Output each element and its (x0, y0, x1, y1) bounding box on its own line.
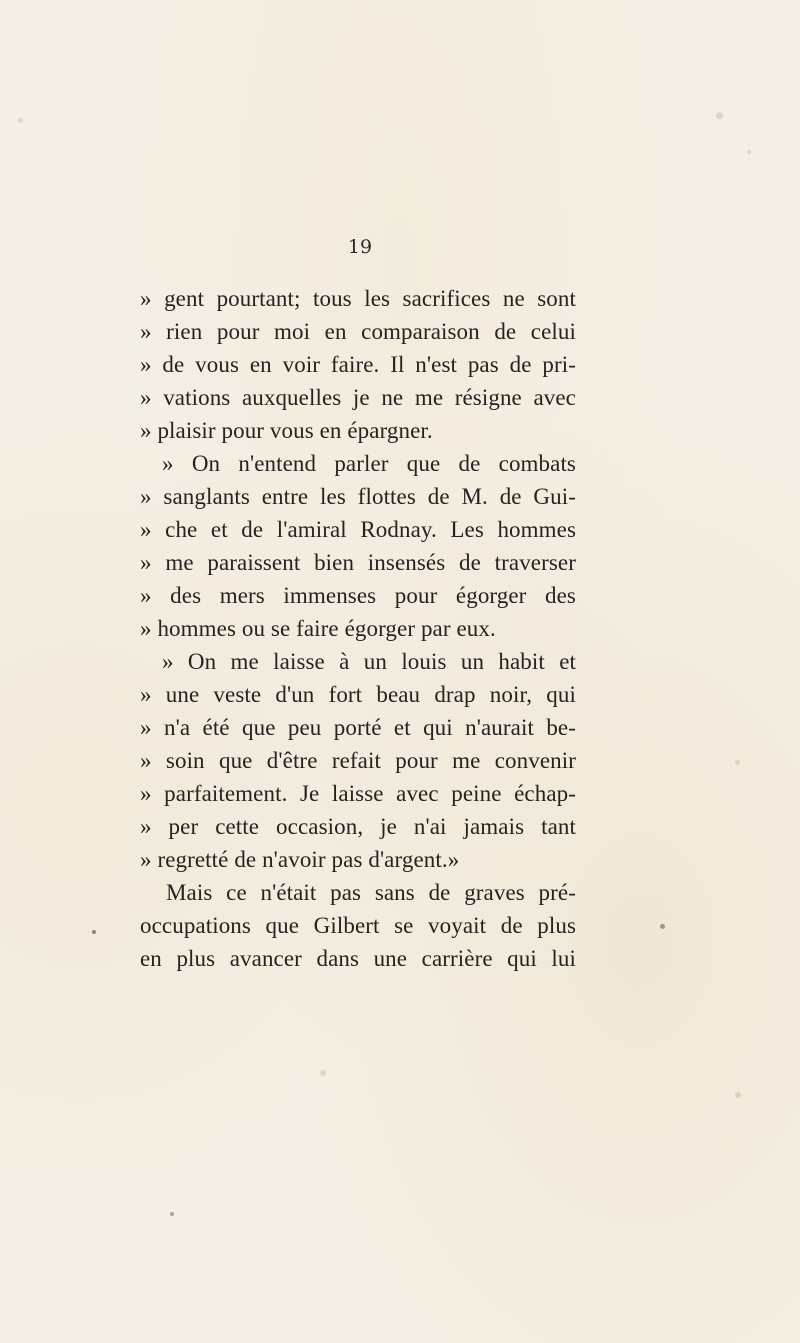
text-line: » regretté de n'avoir pas d'argent.» (140, 847, 460, 872)
body-text (140, 282, 576, 975)
text-line: » n'a été que peu porté et qui n'aurait be- (140, 715, 576, 740)
text-line: en plus avancer dans une carrière qui lui (140, 946, 576, 971)
paper-speck (735, 760, 740, 765)
paper-speck (320, 1070, 326, 1076)
text-line: » soin que d'être refait pour me convenir (140, 748, 576, 773)
text-line: » che et de l'amiral Rodnay. Les hommes (140, 517, 576, 542)
text-line: » vations auxquelles je ne me résigne avec (140, 385, 576, 410)
paper-speck (18, 118, 23, 123)
page-number: 19 (347, 236, 373, 258)
text-line: » des mers immenses pour égorger des (140, 583, 576, 608)
paper-speck (170, 1212, 174, 1216)
text-line: occupations que Gilbert se voyait de plus (140, 913, 576, 938)
text-line: Mais ce n'était pas sans de graves pré- (166, 880, 576, 905)
text-line: » On n'entend parler que de combats (162, 451, 576, 476)
paper-speck (92, 930, 96, 934)
text-line: » de vous en voir faire. Il n'est pas de pri- (140, 352, 576, 377)
paper-speck (660, 924, 665, 929)
text-line: » gent pourtant; tous les sacrifices ne sont (140, 286, 576, 311)
text-line: » parfaitement. Je laisse avec peine échap- (140, 781, 576, 806)
text-line: » plaisir pour vous en épargner. (140, 418, 433, 443)
text-line: » me paraissent bien insensés de traverser (140, 550, 576, 575)
paper-speck (747, 150, 751, 154)
text-line: » hommes ou se faire égorger par eux. (140, 616, 496, 641)
text-line: » per cette occasion, je n'ai jamais tant (140, 814, 576, 839)
paper-speck (716, 112, 723, 119)
text-line: » sanglants entre les flottes de M. de Gui- (140, 484, 576, 509)
text-line: » une veste d'un fort beau drap noir, qui (140, 682, 576, 707)
text-line: » On me laisse à un louis un habit et (162, 649, 576, 674)
text-line: » rien pour moi en comparaison de celui (140, 319, 576, 344)
paper-speck (735, 1092, 741, 1098)
